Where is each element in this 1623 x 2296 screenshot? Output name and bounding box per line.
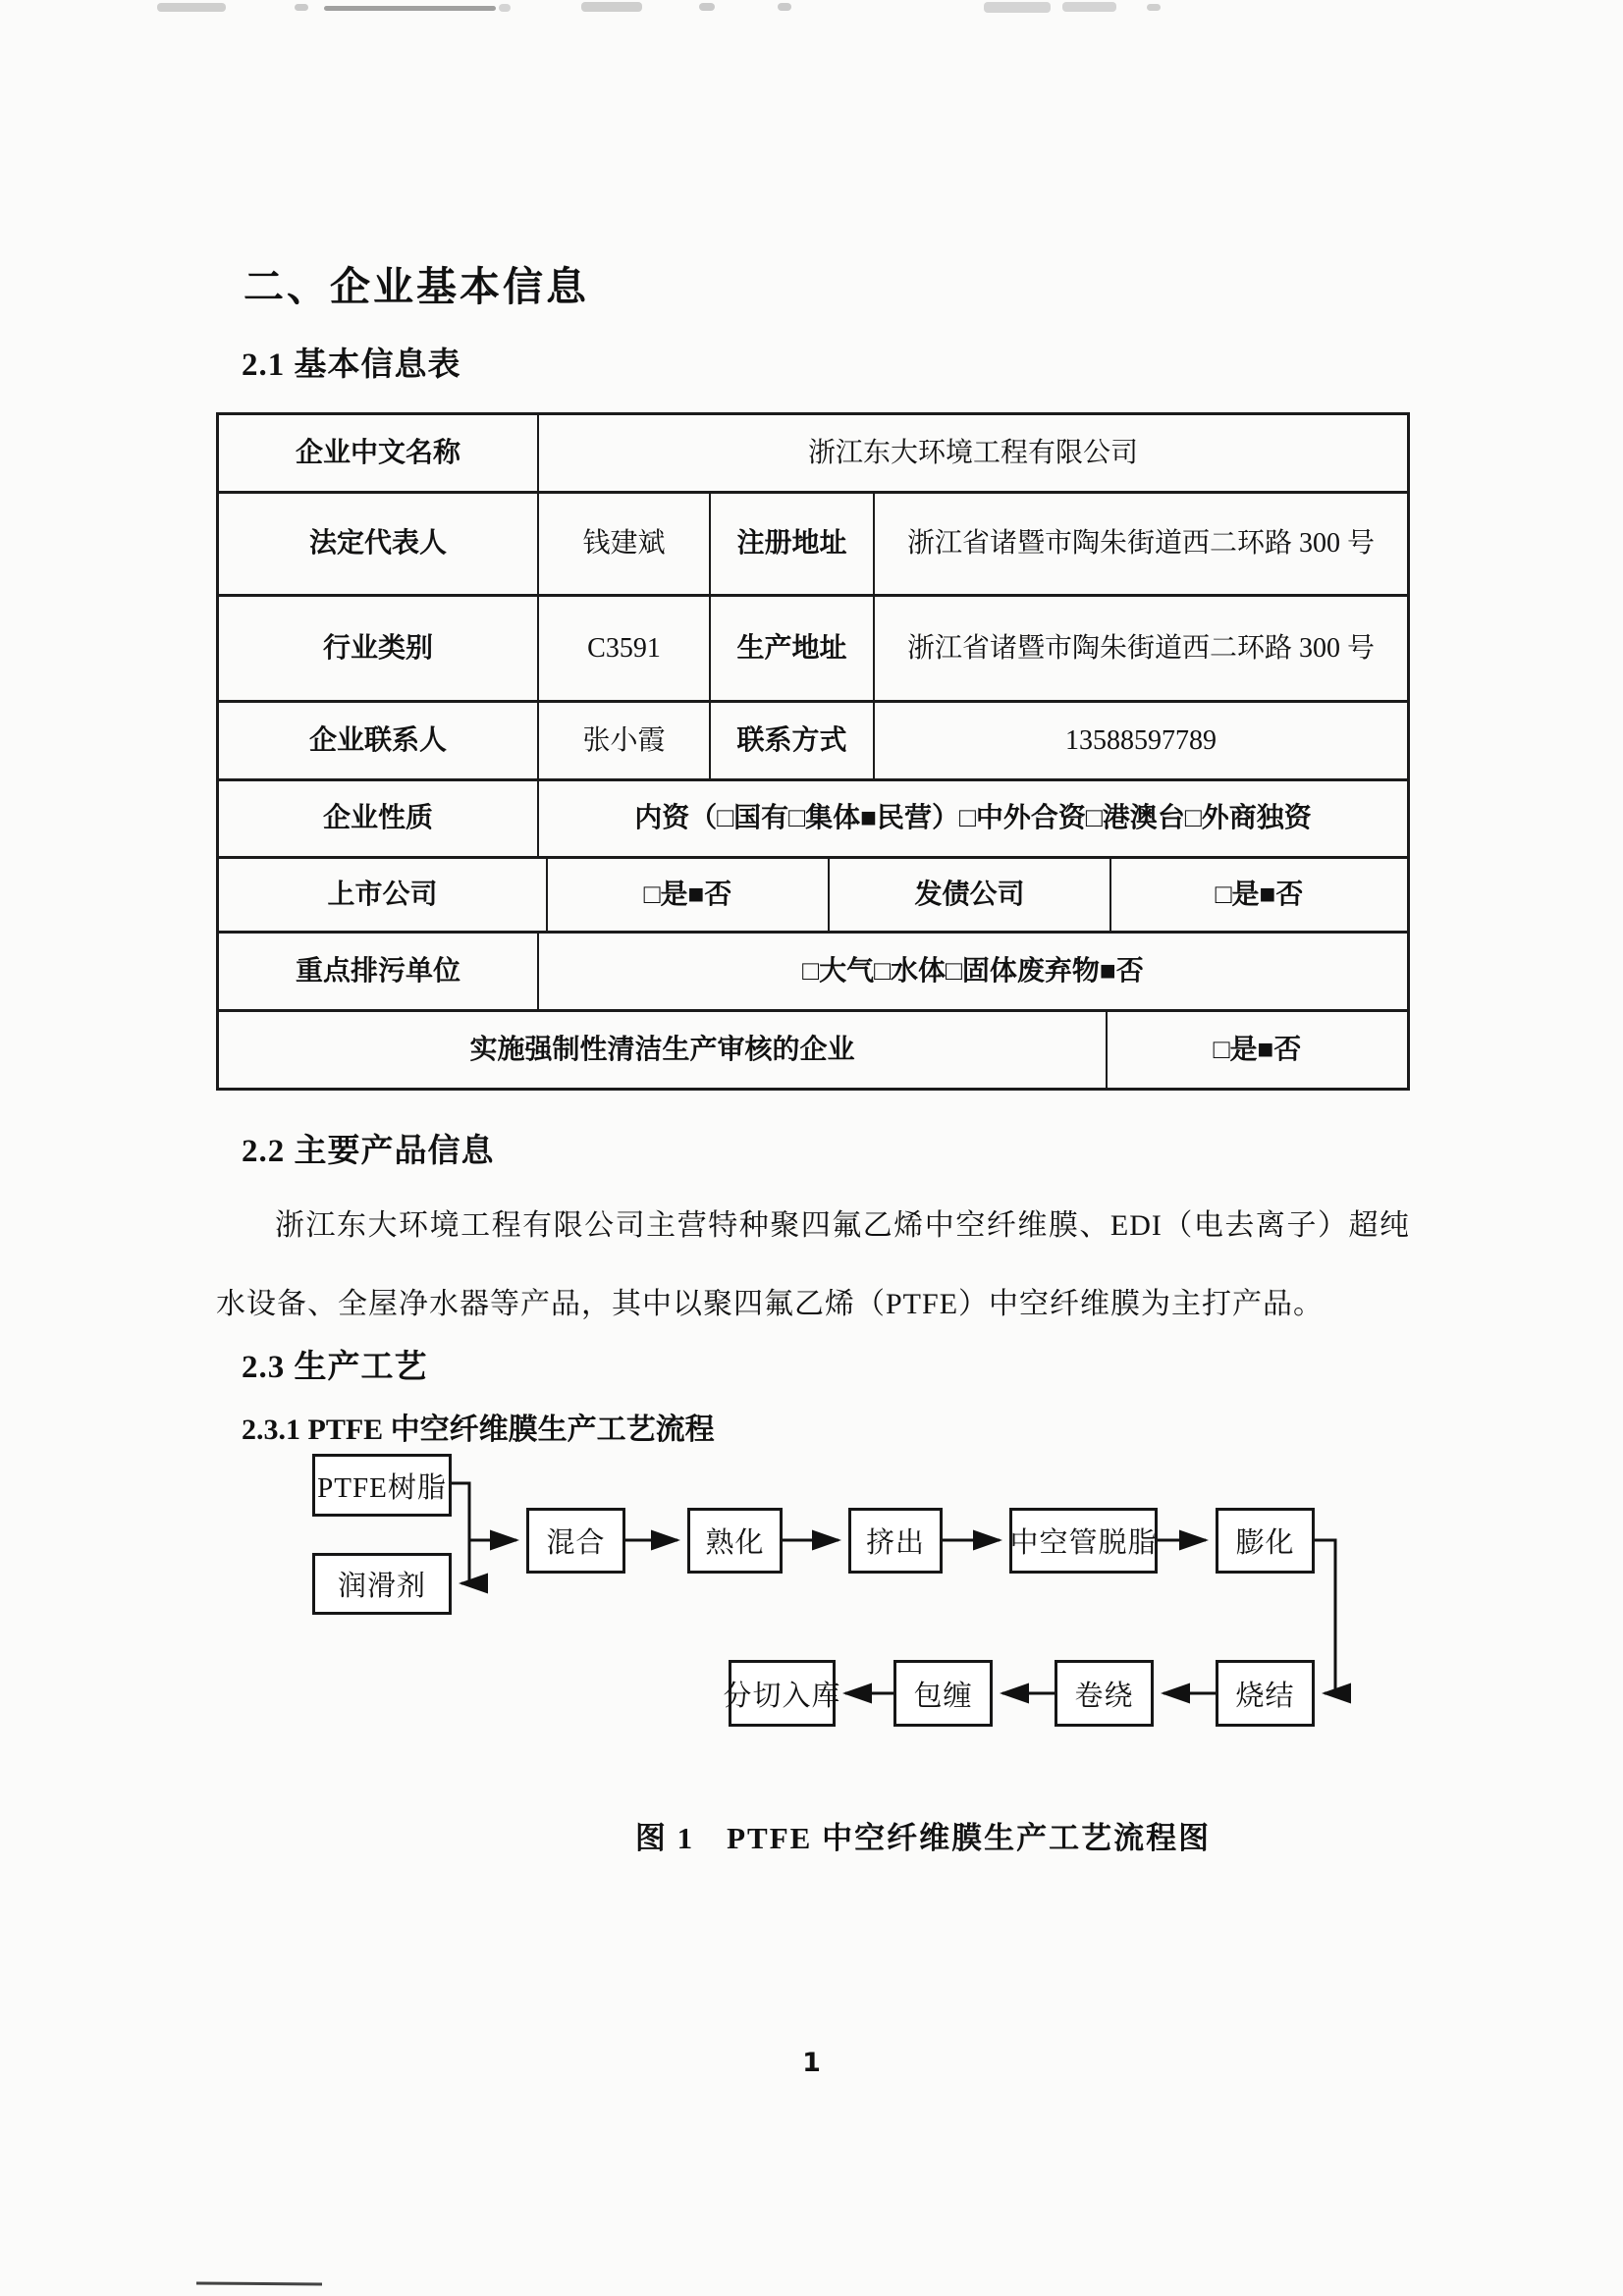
table-cell-value: 内资（□国有□集体■民营）□中外合资□港澳台□外商独资 xyxy=(634,803,1312,833)
heading-2-3: 2.3 生产工艺 xyxy=(242,1350,428,1385)
figure-caption: 图 1 PTFE 中空纤维膜生产工艺流程图 xyxy=(634,1821,1212,1855)
table-row xyxy=(219,781,1407,859)
flow-node-sintering: 烧结 xyxy=(1216,1660,1315,1727)
table-cell-label: 企业中文名称 xyxy=(219,415,539,491)
heading-2-2: 2.2 主要产品信息 xyxy=(242,1134,495,1169)
document-content xyxy=(216,0,1410,1857)
flow-node-mixing: 混合 xyxy=(526,1508,625,1574)
table-cell-label: 注册地址 xyxy=(711,494,875,594)
process-flowchart xyxy=(216,1454,1410,1748)
heading-2-3-1: 2.3.1 PTFE 中空纤维膜生产工艺流程 xyxy=(242,1414,715,1446)
table-cell-label: 企业联系人 xyxy=(219,703,539,778)
table-row xyxy=(219,415,1407,494)
table-row xyxy=(219,934,1407,1012)
flow-node-extrusion: 挤出 xyxy=(848,1508,943,1574)
table-cell-value: 张小霞 xyxy=(539,703,711,778)
page-number: 1 xyxy=(802,2048,821,2078)
table-cell-label: 企业性质 xyxy=(219,781,539,856)
table-cell-value: 浙江省诸暨市陶朱街道西二环路 300 号 xyxy=(906,528,1375,559)
table-row xyxy=(219,1012,1407,1088)
table-cell-value: □是■否 xyxy=(548,859,830,931)
table-cell-value: □是■否 xyxy=(1213,1034,1302,1065)
products-paragraph: 浙江东大环境工程有限公司主营特种聚四氟乙烯中空纤维膜、EDI（电去离子）超纯水设备、全屋净水器等产品，其中以聚四氟乙烯（PTFE）中空纤维膜为主打产品。 xyxy=(216,1209,1410,1320)
flow-node-lubricant: 润滑剂 xyxy=(312,1553,452,1615)
table-cell-value: □大气□水体□固体废弃物■否 xyxy=(802,955,1144,987)
table-row xyxy=(219,494,1407,597)
table-cell-label: 上市公司 xyxy=(219,859,548,931)
table-cell-value: □是■否 xyxy=(1215,879,1304,910)
table-cell-label: 实施强制性清洁生产审核的企业 xyxy=(219,1012,1108,1088)
table-cell-label: 发债公司 xyxy=(830,859,1111,931)
table-row xyxy=(219,859,1407,934)
flow-node-winding: 卷绕 xyxy=(1055,1660,1154,1727)
table-row xyxy=(219,597,1407,703)
table-cell-label: 生产地址 xyxy=(711,597,875,700)
flow-node-curing: 熟化 xyxy=(687,1508,783,1574)
table-cell-label: 法定代表人 xyxy=(219,494,539,594)
table-cell-value: 浙江省诸暨市陶朱街道西二环路 300 号 xyxy=(906,632,1375,664)
scan-artifact xyxy=(196,2282,322,2286)
table-cell-label: 行业类别 xyxy=(219,597,539,700)
table-row xyxy=(219,703,1407,781)
flow-node-degreasing: 中空管脱脂 xyxy=(1009,1508,1158,1574)
flow-node-wrapping: 包缠 xyxy=(893,1660,993,1727)
basic-info-table xyxy=(216,412,1410,1091)
flow-node-ptfe-resin: PTFE树脂 xyxy=(312,1454,452,1517)
table-cell-value: 浙江东大环境工程有限公司 xyxy=(807,437,1138,468)
table-cell-value: 13588597789 xyxy=(1065,724,1217,756)
flow-node-cut-storage: 分切入库 xyxy=(729,1660,836,1727)
heading-2-1: 2.1 基本信息表 xyxy=(242,347,461,383)
table-cell-label: 重点排污单位 xyxy=(219,934,539,1009)
table-cell-value: C3591 xyxy=(539,597,711,700)
flow-node-expansion: 膨化 xyxy=(1216,1508,1315,1574)
table-cell-value: 钱建斌 xyxy=(539,494,711,594)
table-cell-label: 联系方式 xyxy=(711,703,875,778)
section-heading: 二、企业基本信息 xyxy=(243,264,589,309)
